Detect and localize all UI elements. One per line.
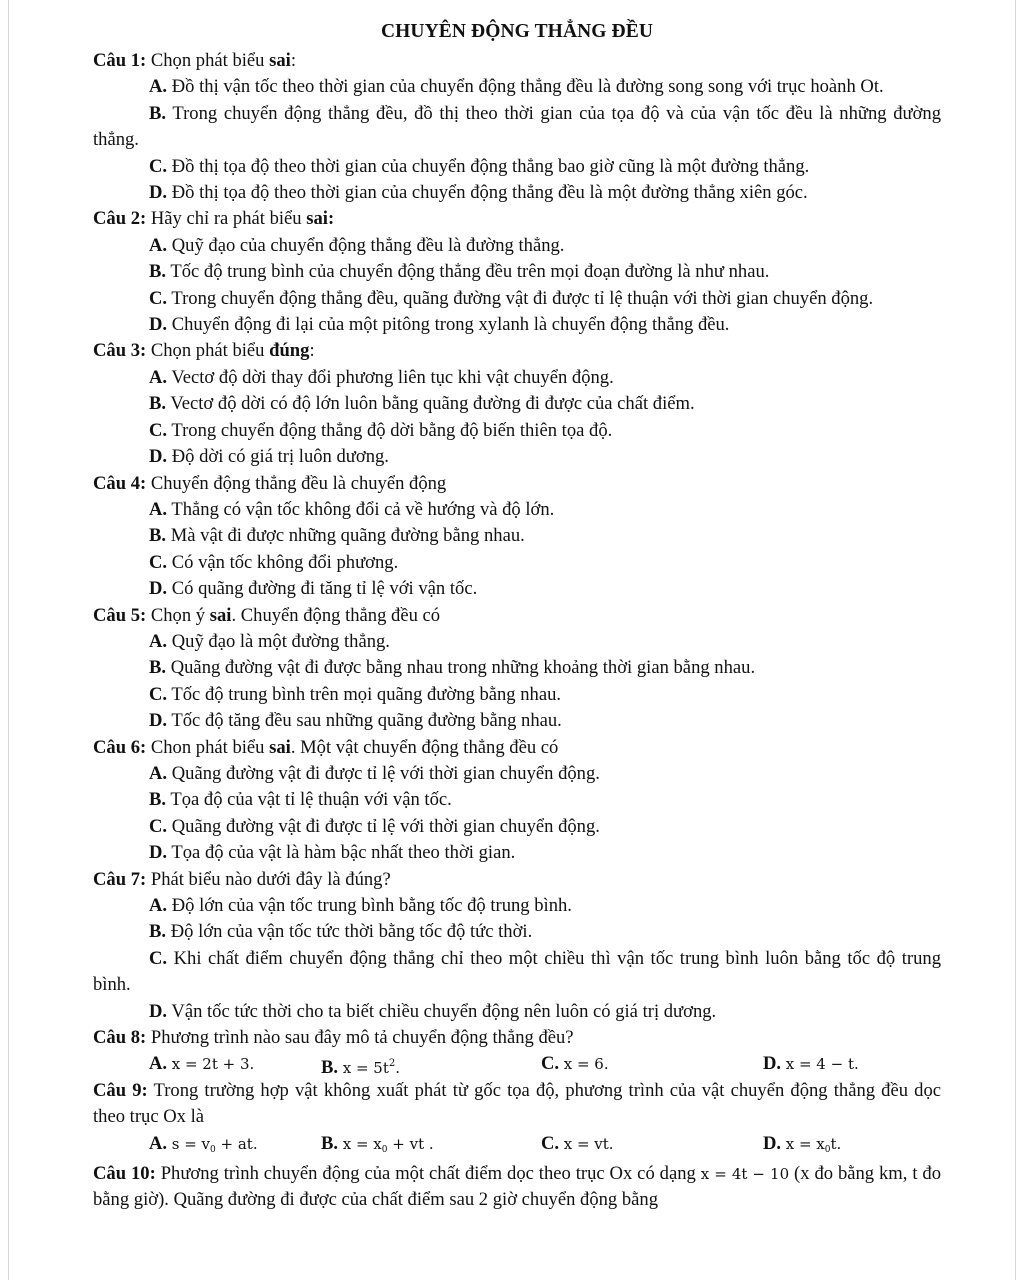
option-formula: + at. [215, 1134, 258, 1153]
option-label: A. [149, 1053, 168, 1075]
option-label: B. [149, 102, 167, 124]
option-label: D. [149, 446, 168, 468]
question-label: Câu 3: [93, 340, 147, 362]
option-formula: x = vt. [563, 1134, 614, 1153]
question-label: Câu 4: [93, 472, 147, 494]
option-text: Có vận tốc không đổi phương. [167, 551, 399, 573]
stem-text: Chọn phát biểu [146, 340, 270, 362]
option-c [93, 550, 941, 576]
option-text: Tốc độ trung bình trên mọi quãng đường bằng nhau. [167, 683, 562, 705]
question-label: Câu 7: [93, 868, 147, 890]
stem-emphasis: sai [209, 604, 232, 626]
option-label: B. [149, 393, 167, 415]
stem-emphasis: sai [269, 736, 291, 758]
stem-text: : [290, 50, 296, 71]
option-b [93, 391, 941, 417]
option-label: C. [149, 683, 168, 705]
option-a [149, 1051, 254, 1077]
option-text: Vectơ độ dời có độ lớn luôn bằng quãng đường đi được của chất điểm. [166, 393, 695, 415]
option-formula: x = x [342, 1134, 382, 1153]
stem-text: Trong trường hợp vật không xuất phát từ gốc tọa độ, phương trình của vật chuyển động thẳng đều dọc theo trục Ox là [93, 1079, 942, 1128]
option-c [541, 1051, 609, 1077]
option-label: A. [149, 630, 168, 652]
option-d [93, 840, 941, 866]
question-10 [93, 1161, 941, 1214]
question-1 [93, 48, 941, 206]
option-label: C. [541, 1053, 560, 1075]
stem-text: Phát biểu nào dưới đây là đúng? [146, 868, 391, 890]
option-b [93, 919, 941, 945]
option-formula: x = 6. [563, 1055, 609, 1074]
stem-text: Chuyển động thẳng đều là chuyển động [146, 472, 447, 494]
option-c [93, 286, 941, 312]
option-d [93, 708, 941, 734]
stem-emphasis: sai: [306, 208, 335, 230]
option-label: D. [149, 182, 168, 204]
option-formula: x = 5t [342, 1059, 389, 1078]
option-b [93, 523, 941, 549]
stem-text: Chọn phát biểu [146, 50, 270, 71]
question-stem [93, 603, 941, 629]
stem-text: Chon phát biểu [146, 736, 270, 758]
option-formula: x = x [785, 1134, 825, 1153]
option-label: D. [763, 1053, 782, 1075]
option-label: C. [541, 1132, 560, 1154]
option-text: Đồ thị tọa độ theo thời gian của chuyển động thẳng bao giờ cũng là một đường thẳng. [167, 155, 810, 177]
question-stem [93, 735, 941, 761]
option-label: A. [149, 234, 168, 256]
option-label: D. [763, 1132, 782, 1154]
option-text: Tọa độ của vật tỉ lệ thuận với vận tốc. [166, 789, 452, 811]
question-stem [93, 471, 941, 497]
stem-text: (x đo bằng km, t đo bằng giờ). Quãng đường đi được của chất điểm sau 2 giờ chuyển động bằng [93, 1163, 942, 1211]
option-label: A. [149, 1132, 168, 1154]
option-label: A. [149, 498, 168, 520]
option-label: D. [149, 1000, 168, 1022]
option-label: B. [149, 921, 167, 943]
option-a [93, 497, 941, 523]
option-b [321, 1051, 400, 1081]
question-2 [93, 206, 941, 338]
option-label: A. [149, 366, 168, 388]
option-text: Trong chuyển động thẳng đều, quãng đường vật đi được tỉ lệ thuận với thời gian chuyển động. [167, 287, 874, 309]
option-label: B. [149, 789, 167, 811]
option-label: D. [149, 578, 168, 600]
option-a [93, 761, 941, 787]
option-a [93, 233, 941, 259]
stem-text: . Chuyển động thẳng đều có [231, 604, 441, 626]
question-stem [93, 1161, 941, 1214]
formula-subscript: 0 [824, 1144, 831, 1155]
option-label: B. [149, 261, 167, 283]
option-label: C. [149, 155, 168, 177]
question-stem [93, 206, 941, 232]
document-content [93, 18, 941, 1214]
option-formula: + vt . [387, 1134, 434, 1153]
option-a [93, 893, 941, 919]
stem-emphasis: đúng [269, 340, 310, 362]
option-d [763, 1051, 859, 1077]
document-page [8, 0, 1016, 1280]
option-text: Có quãng đường đi tăng tỉ lệ với vận tốc. [167, 578, 478, 600]
question-7 [93, 867, 941, 1025]
option-text: Quỹ đạo của chuyển động thẳng đều là đường thẳng. [167, 234, 565, 256]
stem-emphasis: sai [269, 50, 291, 71]
option-label: D. [149, 314, 168, 336]
option-formula: x = 4 − t. [785, 1055, 859, 1074]
stem-text: : [309, 340, 315, 362]
option-text: Quãng đường vật đi được tỉ lệ với thời gian chuyển động. [167, 815, 600, 837]
option-label: C. [149, 551, 168, 573]
option-d [763, 1131, 841, 1163]
question-label: Câu 8: [93, 1027, 147, 1049]
question-6 [93, 735, 941, 867]
option-a [93, 74, 941, 100]
option-b [321, 1131, 434, 1163]
option-text: Đồ thị tọa độ theo thời gian của chuyển động thẳng đều là một đường thẳng xiên góc. [167, 182, 808, 204]
option-text: Thẳng có vận tốc không đổi cả về hướng và độ lớn. [167, 498, 555, 520]
question-9 [93, 1078, 941, 1157]
stem-formula: x = 4t − 10 [700, 1165, 790, 1184]
option-b [93, 259, 941, 285]
question-stem [93, 338, 941, 364]
option-d [93, 576, 941, 602]
question-label: Câu 9: [93, 1079, 148, 1101]
option-c [93, 418, 941, 444]
question-3 [93, 338, 941, 470]
option-formula: t. [830, 1134, 842, 1153]
option-b [93, 101, 941, 154]
stem-text: Phương trình nào sau đây mô tả chuyển động thẳng đều? [146, 1027, 574, 1049]
option-text: Mà vật đi được những quãng đường bằng nhau. [166, 525, 525, 547]
option-a [93, 629, 941, 655]
option-text: Vectơ độ dời thay đổi phương liên tục khi vật chuyển động. [167, 366, 614, 388]
question-5 [93, 603, 941, 735]
question-8 [93, 1025, 941, 1078]
question-stem [93, 48, 941, 74]
option-text: Độ lớn của vận tốc trung bình bằng tốc độ trung bình. [167, 895, 572, 916]
option-label: C. [149, 287, 168, 309]
question-stem [93, 1025, 941, 1051]
option-text: Chuyển động đi lại của một pitông trong xylanh là chuyển động thẳng đều. [167, 314, 730, 336]
stem-text: Chọn ý [146, 604, 210, 626]
formula-exponent: 2 [388, 1058, 396, 1070]
option-label: B. [321, 1057, 339, 1079]
option-formula: s = v [171, 1134, 211, 1153]
option-a [93, 365, 941, 391]
option-label: B. [149, 525, 167, 547]
option-text: Vận tốc tức thời cho ta biết chiều chuyển động nên luôn có giá trị dương. [167, 1000, 717, 1022]
option-text: Độ dời có giá trị luôn dương. [167, 446, 389, 468]
question-label: Câu 2: [93, 208, 147, 230]
option-text: Tốc độ trung bình của chuyển động thẳng đều trên mọi đoạn đường là như nhau. [166, 261, 770, 283]
option-text: Quãng đường vật đi được tỉ lệ với thời gian chuyển động. [167, 762, 600, 784]
document-title: CHUYÊN ĐỘNG THẲNG ĐỀU [380, 21, 654, 42]
stem-text: Phương trình chuyển động của một chất điểm dọc theo trục Ox có dạng [155, 1163, 701, 1185]
stem-text: . Một vật chuyển động thẳng đều có [290, 736, 559, 758]
option-text: Quỹ đạo là một đường thẳng. [167, 630, 390, 652]
stem-text: Hãy chỉ ra phát biểu [146, 208, 307, 230]
option-formula: x = 2t + 3. [171, 1055, 255, 1074]
option-d [93, 444, 941, 470]
option-c [93, 154, 941, 180]
option-c [93, 814, 941, 840]
option-b [93, 787, 941, 813]
option-text: Độ lớn của vận tốc tức thời bằng tốc độ tức thời. [166, 921, 533, 943]
option-label: A. [149, 76, 168, 98]
option-text: Trong chuyển động thẳng độ dời bằng độ biến thiên tọa độ. [167, 419, 613, 441]
option-b [93, 655, 941, 681]
option-label: D. [149, 842, 168, 864]
formula-subscript: 0 [381, 1144, 388, 1155]
question-stem [93, 867, 941, 893]
option-d [93, 999, 941, 1025]
option-label: B. [321, 1132, 339, 1154]
option-a [149, 1131, 258, 1163]
option-label: D. [149, 710, 168, 732]
formula-subscript: 0 [210, 1144, 216, 1155]
formula-end: . [395, 1059, 401, 1078]
option-text: Tốc độ tăng đều sau những quãng đường bằng nhau. [167, 710, 562, 732]
option-text: Trong chuyển động thẳng đều, đồ thị theo thời gian của tọa độ và của vận tốc đều là những đường thẳng. [93, 102, 941, 151]
option-d [93, 312, 941, 338]
question-4 [93, 471, 941, 603]
question-label: Câu 10: [93, 1163, 156, 1185]
option-label: C. [149, 419, 168, 441]
option-label: A. [149, 762, 168, 784]
option-c [93, 946, 941, 999]
option-label: C. [149, 815, 168, 837]
option-label: A. [149, 895, 168, 916]
option-text: Khi chất điểm chuyển động thẳng chỉ theo một chiều thì vận tốc trung bình luôn bằng tốc độ trung bình. [93, 947, 941, 996]
option-c [93, 682, 941, 708]
question-label: Câu 1: [93, 50, 147, 71]
question-label: Câu 6: [93, 736, 147, 758]
option-c [541, 1131, 614, 1157]
question-stem [93, 1078, 941, 1131]
options-row [93, 1051, 941, 1077]
option-text: Tọa độ của vật là hàm bậc nhất theo thời gian. [167, 842, 516, 864]
option-text: Quãng đường vật đi được bằng nhau trong những khoảng thời gian bằng nhau. [166, 657, 756, 679]
question-label: Câu 5: [93, 604, 147, 626]
option-label: C. [149, 947, 168, 969]
option-label: B. [149, 657, 167, 679]
option-text: Đồ thị vận tốc theo thời gian của chuyển động thẳng đều là đường song song với trục hoành Ot. [167, 76, 884, 98]
option-d [93, 180, 941, 206]
options-row [93, 1131, 941, 1157]
